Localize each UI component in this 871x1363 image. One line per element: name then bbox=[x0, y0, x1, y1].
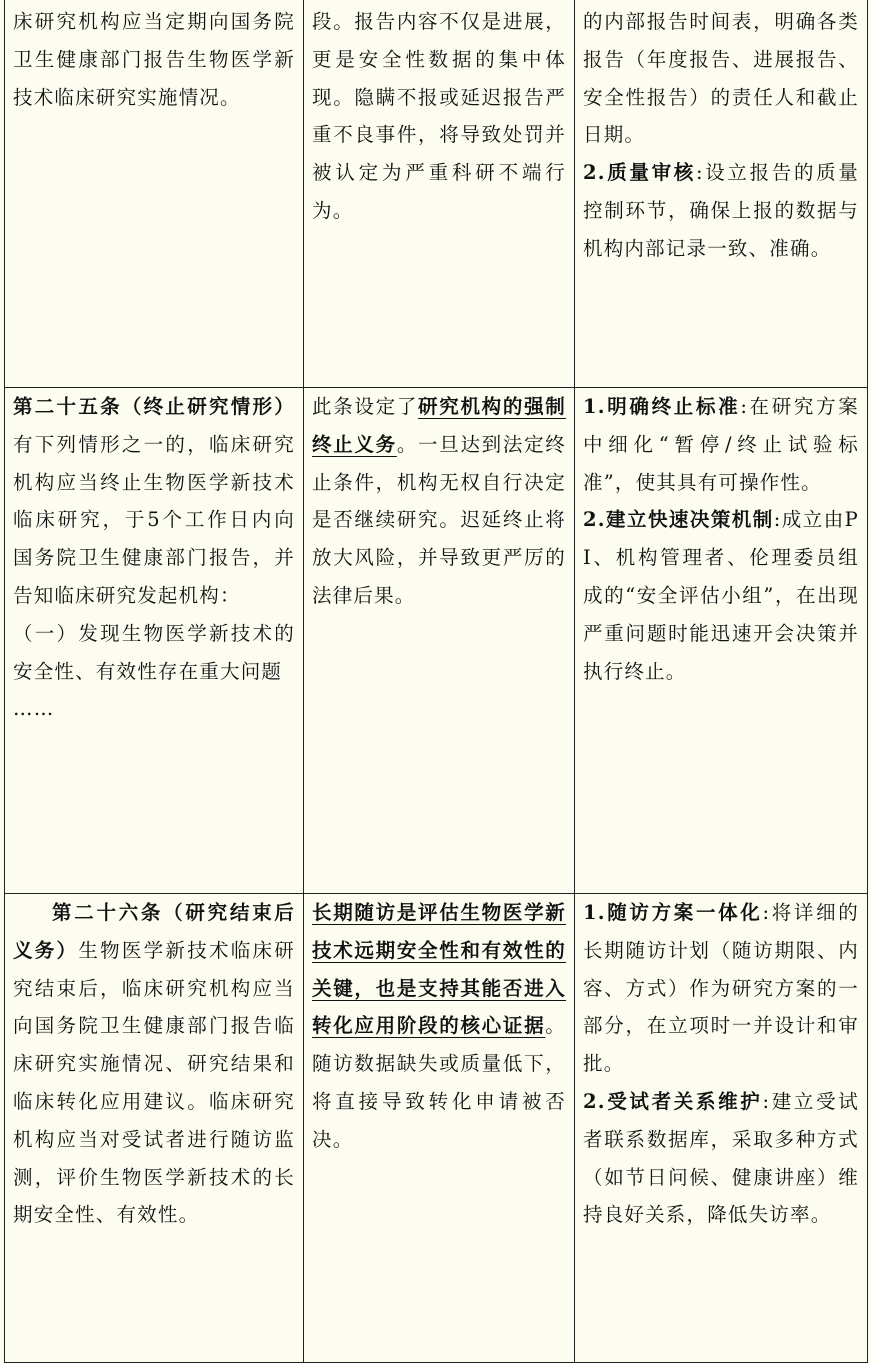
article-item: （一）发现生物医学新技术的安全性、有效性存在重大问题 bbox=[13, 621, 295, 683]
ellipsis: …… bbox=[13, 697, 55, 721]
article-cell bbox=[5, 0, 304, 388]
regulation-table bbox=[4, 0, 868, 1363]
measure-text: :在研究方案中细化“暂停/终止试验标准”，使其具有可操作性。 bbox=[583, 395, 859, 494]
analysis-text: 。一旦达到法定终止条件，机构无权自行决定是否继续研究。迟延终止将放大风险，并导致更严厉的法律后果。 bbox=[312, 432, 566, 607]
article-cell bbox=[5, 388, 304, 894]
analysis-cell bbox=[304, 894, 575, 1363]
measure-label: 1.随访方案一体化 bbox=[583, 901, 763, 924]
measure-paragraph bbox=[583, 388, 859, 501]
measures-cell bbox=[575, 894, 868, 1363]
analysis-paragraph bbox=[312, 894, 566, 1159]
article-body: 生物医学新技术临床研究结束后，临床研究机构应当向国务院卫生健康部门报告临床研究实施情况、研究结果和临床转化应用建议。临床研究机构应当对受试者进行随访监测，评价生物医学新技术的长期安全性、有效性。 bbox=[13, 938, 295, 1227]
measure-paragraph bbox=[583, 894, 859, 1083]
analysis-text: 。随访数据缺失或质量低下，将直接导致转化申请被否决。 bbox=[312, 1014, 566, 1151]
measure-paragraph bbox=[583, 1083, 859, 1234]
analysis-cell bbox=[304, 388, 575, 894]
analysis-text: 此条设定了 bbox=[312, 395, 419, 418]
analysis-emphasis: 长期随访是评估生物医学新技术远期安全性和有效性的关键，也是支持其能否进入转化应用阶段的核心证据 bbox=[312, 901, 566, 1038]
measure-label: 2.受试者关系维护 bbox=[583, 1089, 763, 1113]
article-title: 第二十五条（终止研究情形） bbox=[13, 395, 295, 418]
measure-paragraph bbox=[583, 154, 859, 267]
analysis-cell bbox=[304, 0, 575, 388]
measure-label: 1.明确终止标准 bbox=[583, 395, 741, 418]
measure-paragraph bbox=[583, 501, 859, 690]
table-row bbox=[5, 0, 868, 388]
article-body: 有下列情形之一的，临床研究机构应当终止生物医学新技术临床研究，于5个工作日内向国务院卫生健康部门报告，并告知临床研究发起机构： bbox=[13, 432, 295, 607]
measure-text: :将详细的长期随访计划（随访期限、内容、方式）作为研究方案的一部分，在立项时一并设计和审批。 bbox=[583, 901, 859, 1076]
measure-label: 2.质量审核 bbox=[583, 161, 696, 185]
article-paragraph bbox=[13, 894, 295, 1234]
table-row bbox=[5, 388, 868, 894]
analysis-emphasis: 研究机构的强制终止义务 bbox=[312, 395, 566, 456]
measure-label: 2.建立快速决策机制 bbox=[583, 508, 774, 532]
article-paragraph bbox=[13, 388, 295, 615]
article-cell bbox=[5, 894, 304, 1363]
article-text: 床研究机构应当定期向国务院卫生健康部门报告生物医学新技术临床研究实施情况。 bbox=[13, 10, 295, 109]
measures-cell bbox=[575, 0, 868, 388]
measure-text: :建立受试者联系数据库，采取多种方式（如节日问候、健康讲座）维持良好关系，降低失访率。 bbox=[583, 1089, 859, 1227]
article-title: 第二十六条（研究结束后义务） bbox=[13, 901, 295, 962]
measure-paragraph: 的内部报告时间表，明确各类报告（年度报告、进展报告、安全性报告）的责任人和截止日期。 bbox=[583, 10, 859, 147]
table-row bbox=[5, 894, 868, 1363]
measure-text: :成立由PI、机构管理者、伦理委员组成的“安全评估小组”，在出现严重问题时能迅速开会决策并执行终止。 bbox=[583, 508, 859, 683]
analysis-paragraph bbox=[312, 388, 566, 615]
measure-text: :设立报告的质量控制环节，确保上报的数据与机构内部记录一致、准确。 bbox=[583, 161, 860, 260]
measures-cell bbox=[575, 388, 868, 894]
analysis-text: 段。报告内容不仅是进展，更是安全性数据的集中体现。隐瞒不报或延迟报告严重不良事件，将导致处罚并被认定为严重科研不端行为。 bbox=[312, 10, 566, 222]
